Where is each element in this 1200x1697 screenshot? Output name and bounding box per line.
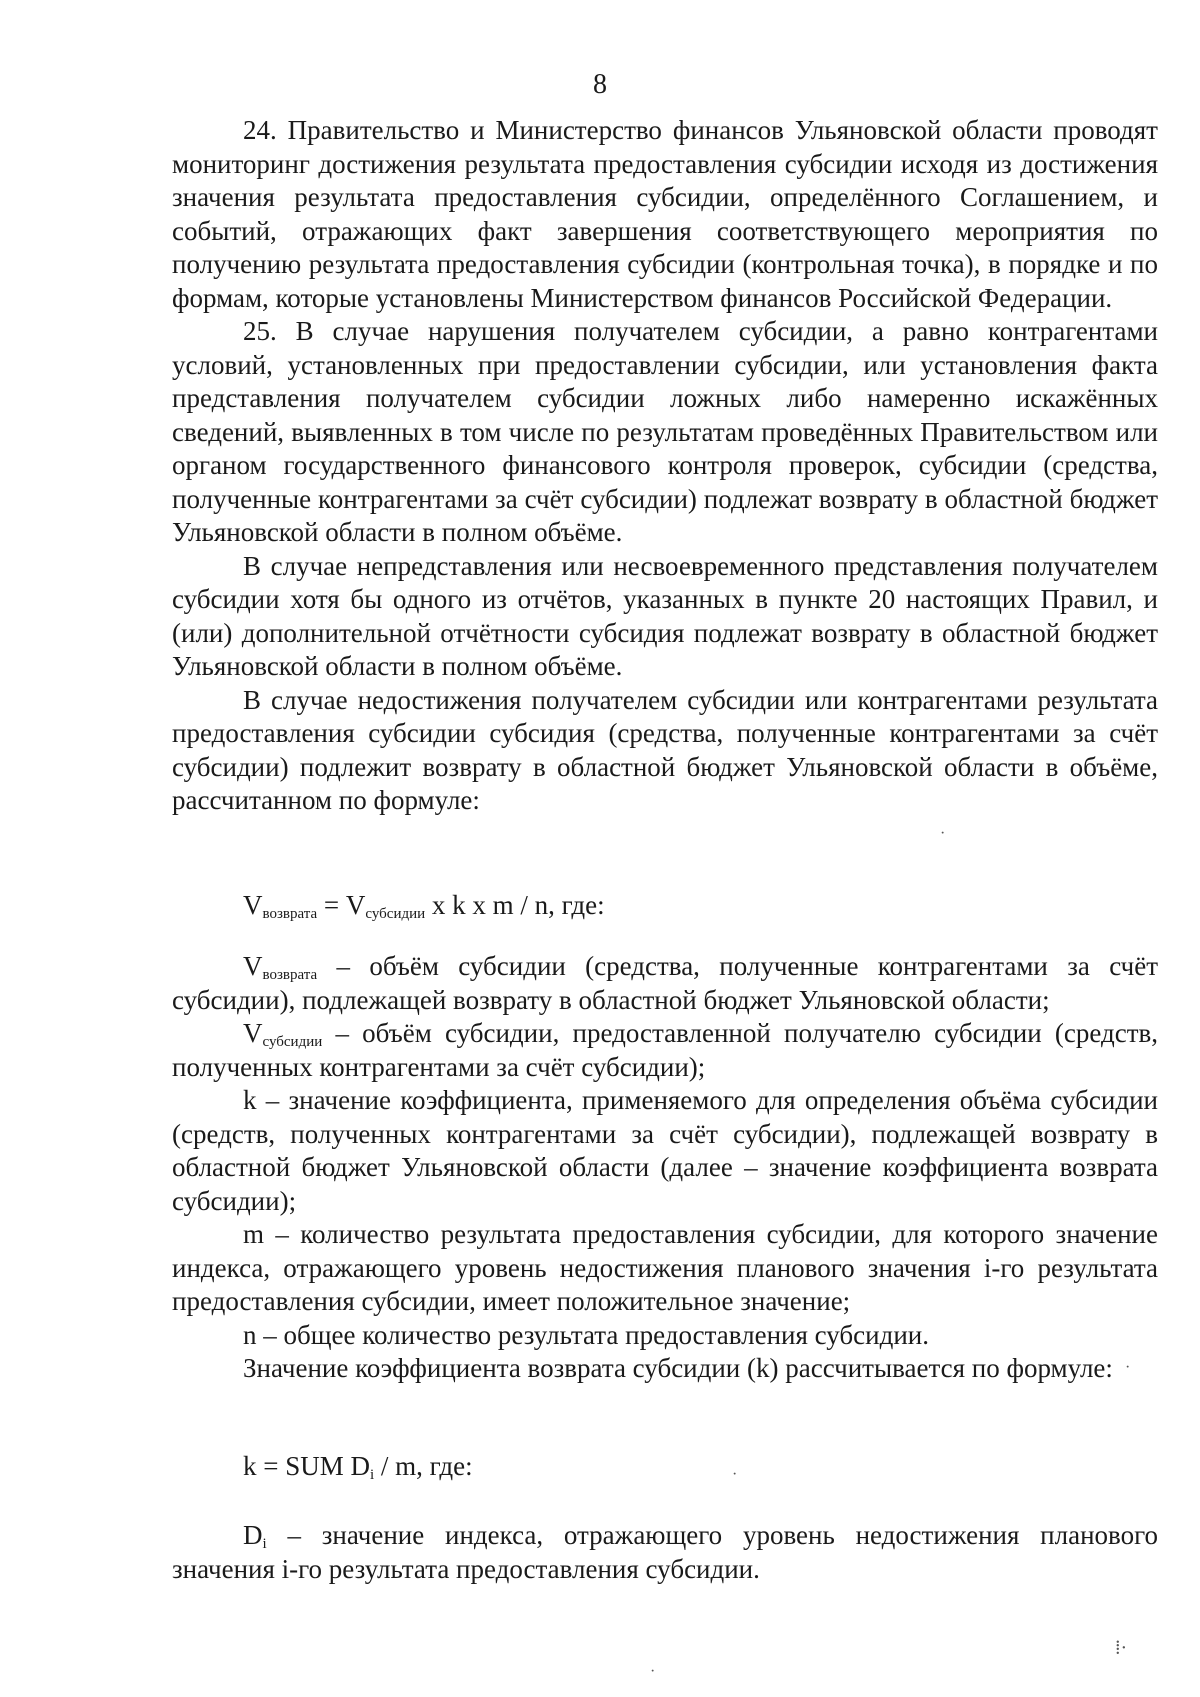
definition-subscript: i <box>262 1536 267 1552</box>
definition-text: – объём субсидии, предоставленной получателю субсидии (средств, полученных контрагентами за счёт субсидии); <box>172 1018 1158 1082</box>
formula-k-rest: / m, где: <box>374 1451 473 1481</box>
definition-subscript: возврата <box>262 967 318 983</box>
definition-k: k – значение коэффициента, применяемого для определения объёма субсидии (средств, полученных контрагентами за счёт субсидии), подлежащей возврату в областной бюджет Ульяновской области (далее – значение коэффициента возврата субсидии); <box>172 1085 1158 1216</box>
formula-coefficient <box>243 1449 473 1483</box>
paragraph-non-achievement: В случае недостижения получателем субсидии или контрагентами результата предоставления субсидии субсидия (средства, полученные контрагентами за счёт субсидии) подлежит возврату в областной бюджет Ульяновской области в объёме, рассчитанном по формуле: <box>172 684 1158 815</box>
final-definition-block <box>172 1519 1158 1586</box>
formula-rest: x k x m / n, где: <box>425 890 605 920</box>
formula-return-volume <box>243 888 605 922</box>
formula-sub-return: возврата <box>262 906 318 922</box>
definition-symbol: V <box>243 1018 263 1048</box>
scan-speck: ⁞· <box>1115 1637 1128 1659</box>
formula-sub-subsidy: субсидии <box>365 906 426 922</box>
definition-n: n – общее количество результата предоставления субсидии. <box>243 1319 929 1350</box>
definition-subscript: субсидии <box>262 1034 323 1050</box>
definition-symbol: V <box>243 951 263 981</box>
paragraph-reports: В случае непредставления или несвоевременного представления получателем субсидии хотя бы одного из отчётов, указанных в пункте 20 настоящих Правил, и (или) дополнительной отчётности субсидия подлежат возврату в областной бюджет Ульяновской области в полном объёме. <box>172 550 1158 681</box>
paragraph-25: 25. В случае нарушения получателем субсидии, а равно контрагентами условий, установленных при предоставлении субсидии, или установления факта представления получателем субсидии ложных либо намеренно искажённых сведений, выявленных в том числе по результатам проведённых Правительством или органом государственного финансового контроля проверок, субсидии (средства, полученные контрагентами за счёт субсидии) подлежат возврату в областной бюджет Ульяновской области в полном объёме. <box>172 316 1158 547</box>
scan-speck: · <box>1125 1359 1131 1376</box>
formula-k-lead: k = SUM D <box>243 1451 370 1481</box>
definition-v-subsidy <box>172 1017 1158 1084</box>
definition-v-return <box>172 950 1158 1017</box>
scan-speck: · <box>940 825 946 842</box>
definition-symbol: D <box>243 1520 263 1550</box>
scan-speck: · <box>732 1466 738 1483</box>
scan-speck: · <box>650 1663 656 1680</box>
section-text-top <box>172 114 1158 818</box>
formula-equals: = V <box>317 890 366 920</box>
formula-v-symbol: V <box>243 890 263 920</box>
definition-text: – объём субсидии (средства, полученные контрагентами за счёт субсидии), подлежащей возврату в областной бюджет Ульяновской области; <box>172 951 1158 1015</box>
definitions-block <box>172 950 1158 1386</box>
page-number: 8 <box>593 69 607 100</box>
coefficient-intro: Значение коэффициента возврата субсидии (k) рассчитывается по формуле: <box>243 1353 1113 1383</box>
formula-k-sub: i <box>370 1467 375 1483</box>
definition-text: – значение индекса, отражающего уровень недостижения планового значения i-го результата предоставления субсидии. <box>172 1520 1158 1584</box>
definition-di <box>172 1519 1158 1586</box>
definition-m: m – количество результата предоставления субсидии, для которого значение индекса, отражающего уровень недостижения планового значения i-го результата предоставления субсидии, имеет положительное значение; <box>172 1219 1158 1316</box>
paragraph-24: 24. Правительство и Министерство финансов Ульяновской области проводят мониторинг достижения результата предоставления субсидии исходя из достижения значения результата предоставления субсидии, определённого Соглашением, и событий, отражающих факт завершения соответствующего мероприятия по получению результата предоставления субсидии (контрольная точка), в порядке и по формам, которые установлены Министерством финансов Российской Федерации. <box>172 115 1158 313</box>
